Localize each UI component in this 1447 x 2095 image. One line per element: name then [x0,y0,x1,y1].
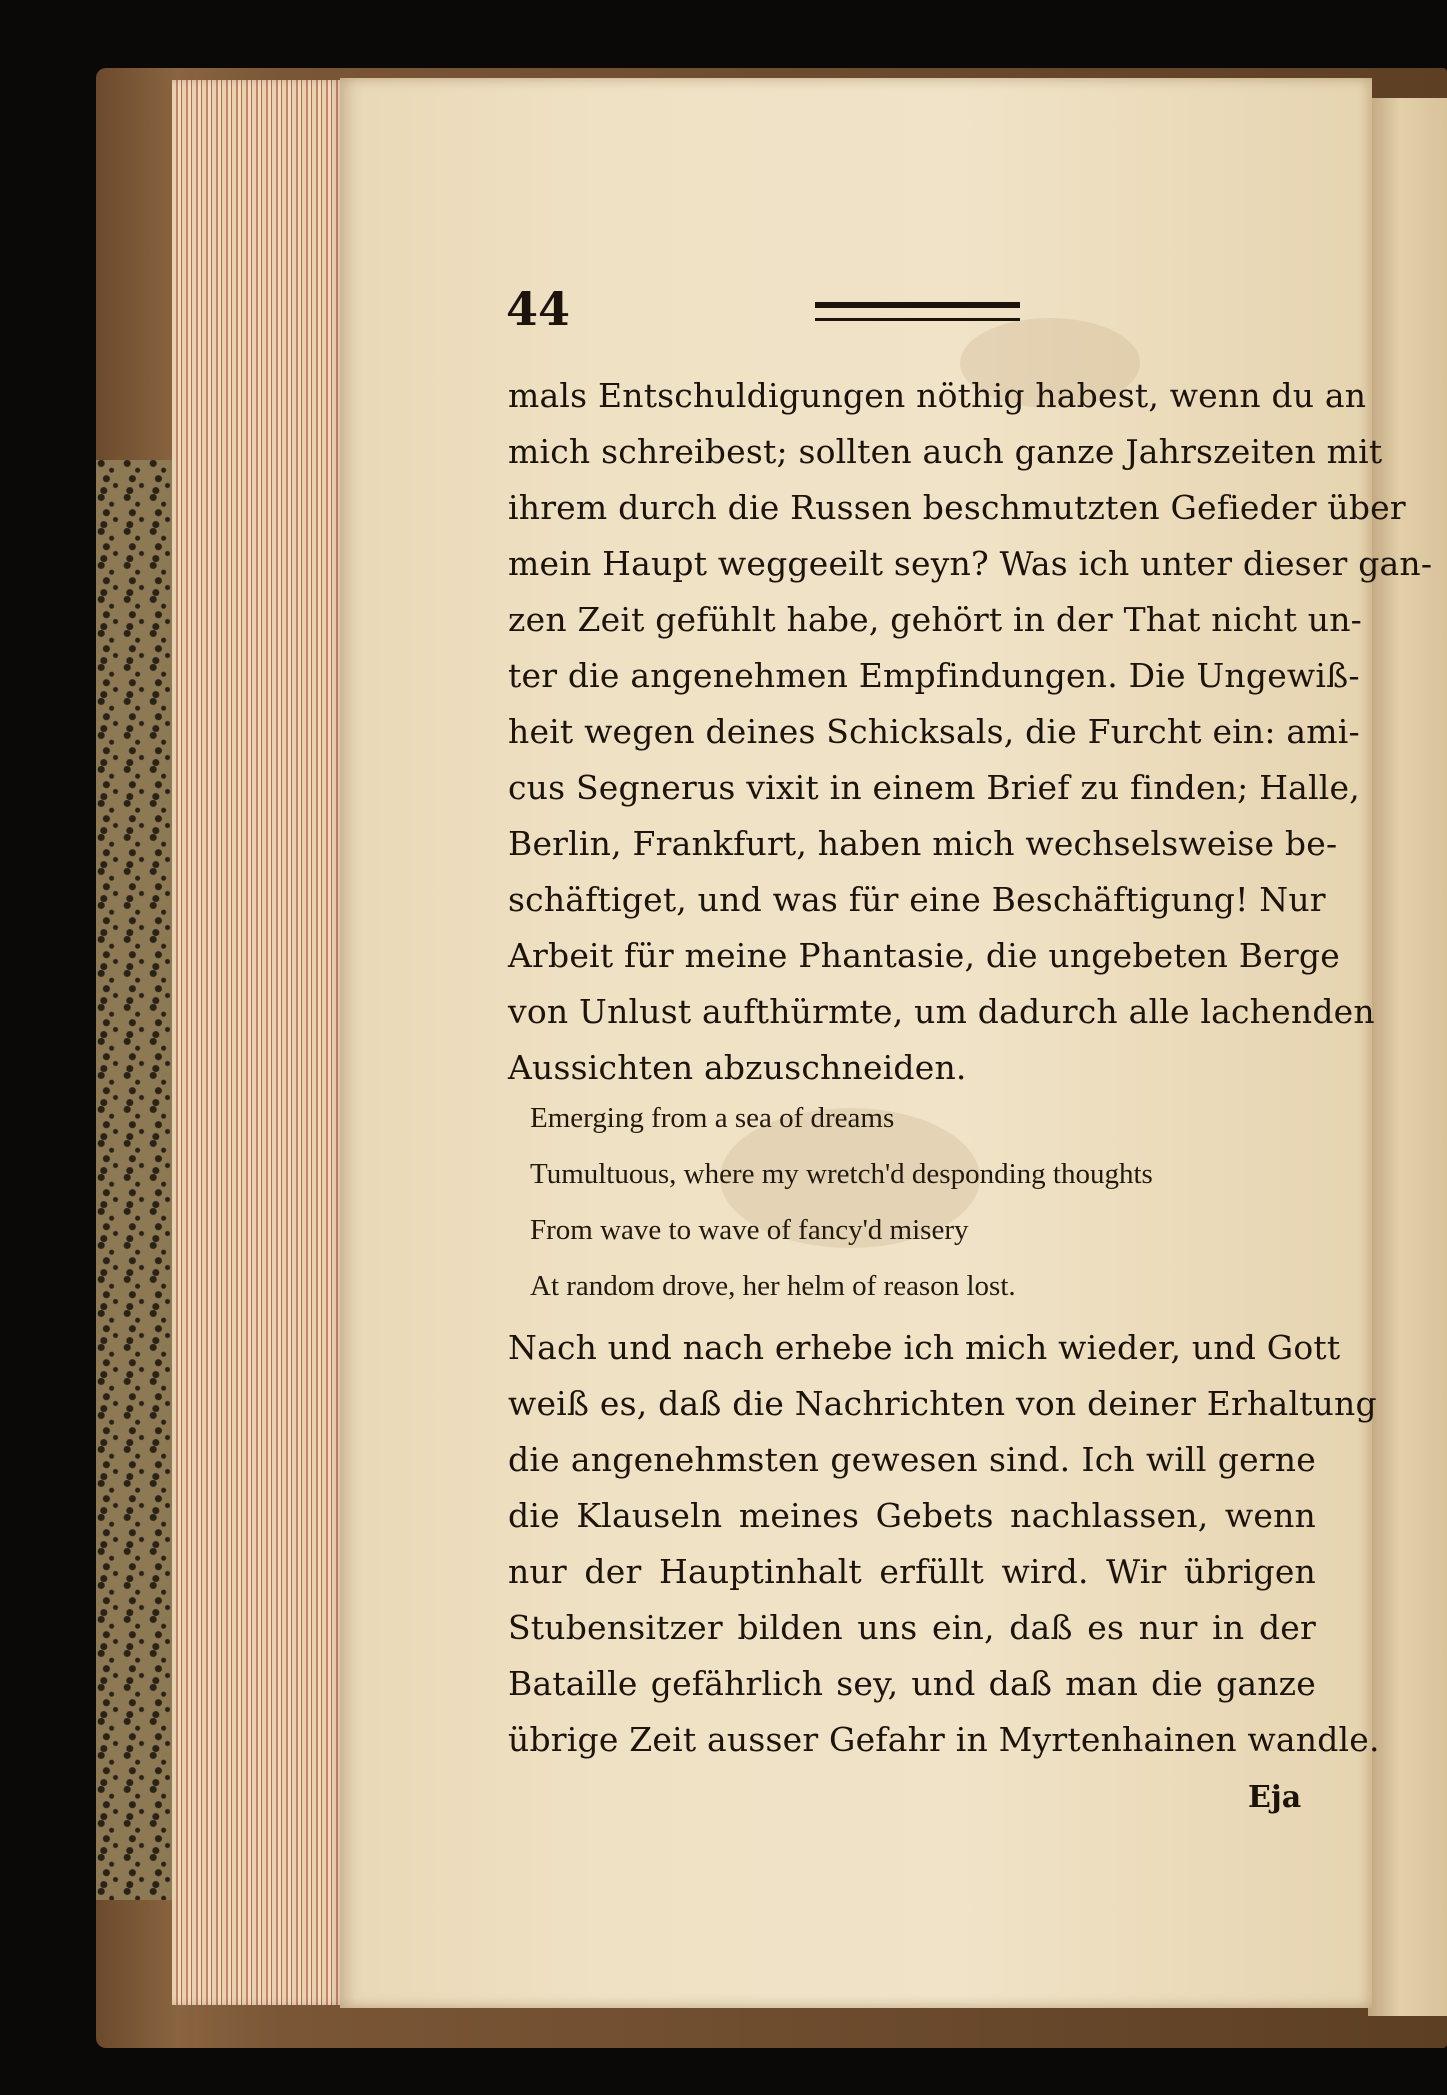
text-line: nur der Hauptinhalt erfüllt wird. Wir übrigen [508,1552,1316,1591]
page-number: 44 [506,282,571,336]
text-line: ter die angenehmen Empfindungen. Die Ungewiß- [508,656,1360,695]
verse-line: From wave to wave of fancy'd misery [530,1214,969,1246]
text-line: die Klauseln meines Gebets nachlassen, wenn [508,1496,1316,1535]
text-line: Aussichten abzuschneiden. [508,1048,967,1087]
text-line: cus Segnerus vixit in einem Brief zu finden; Halle, [508,768,1360,807]
text-line: weiß es, daß die Nachrichten von deiner Erhaltung [508,1384,1377,1423]
verse-line: Emerging from a sea of dreams [530,1102,895,1134]
text-line: Arbeit für meine Phantasie, die ungebeten Berge [508,936,1340,975]
verse-line: At random drove, her helm of reason lost. [530,1270,1016,1302]
verse-line: Tumultuous, where my wretch'd desponding thoughts [530,1158,1153,1190]
text-line: Nach und nach erhebe ich mich wieder, und Gott [508,1328,1341,1367]
text-line: zen Zeit gefühlt habe, gehört in der That nicht un- [508,600,1363,639]
text-line: schäftiget, und was für eine Beschäftigung! Nur [508,880,1326,919]
text-line: Stubensitzer bilden uns ein, daß es nur in der [508,1608,1316,1647]
text-line: ihrem durch die Russen beschmutzten Gefieder über [508,488,1406,527]
text-line: heit wegen deines Schicksals, die Furcht ein: ami- [508,712,1360,751]
header-rule [815,302,1020,321]
text-line: Bataille gefährlich sey, und daß man die ganze [508,1664,1316,1703]
text-line: mals Entschuldigungen nöthig habest, wenn du an [508,376,1367,415]
text-line: mich schreibest; sollten auch ganze Jahrszeiten mit [508,432,1383,471]
text-line: Berlin, Frankfurt, haben mich wechselsweise be- [508,824,1338,863]
text-line: von Unlust aufthürmte, um dadurch alle lachenden [508,992,1375,1031]
text-line: die angenehmsten gewesen sind. Ich will gerne [508,1440,1316,1479]
text-line: mein Haupt weggeeilt seyn? Was ich unter dieser gan- [508,544,1433,583]
text-line: übrige Zeit ausser Gefahr in Myrtenhainen wandle. [508,1720,1380,1759]
catchword: Eja [1248,1780,1302,1815]
